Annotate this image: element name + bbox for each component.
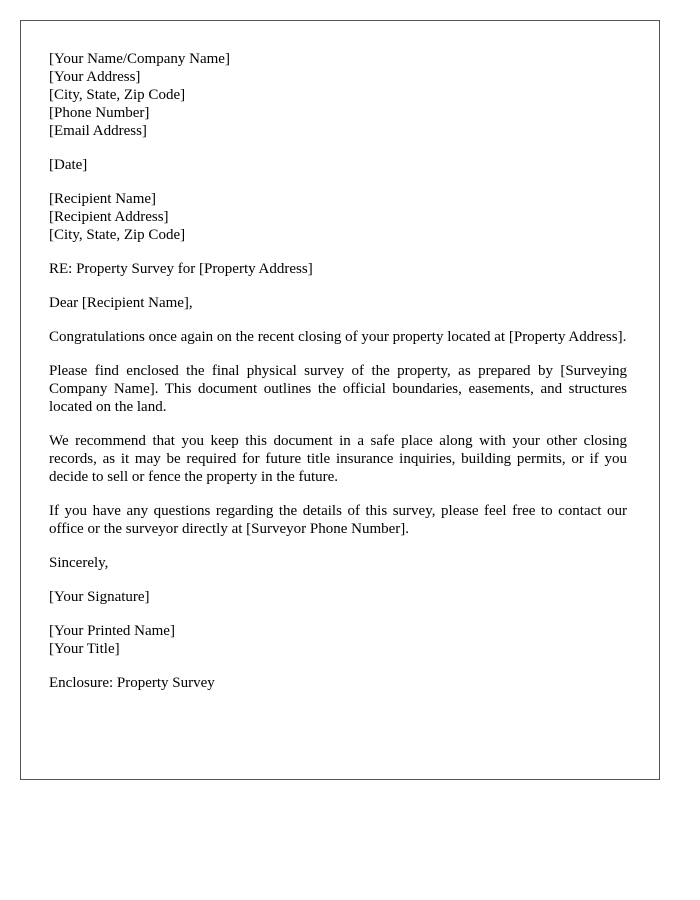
body-paragraph: We recommend that you keep this document in a safe place along with your other closing records, as it may be required for future title insurance inquiries, building permits, or if you decide to sell or fence the property in the future. [49, 433, 627, 485]
recipient-name: [Recipient Name] [49, 191, 157, 207]
letter-date: [Date] [49, 157, 88, 173]
subject-line: RE: Property Survey for [Property Address] [49, 261, 313, 277]
signer-block [49, 622, 627, 658]
recipient-city-state-zip: [City, State, Zip Code] [49, 227, 186, 243]
letter-content [49, 50, 627, 708]
printed-name: [Your Printed Name] [49, 623, 175, 639]
date-block [49, 156, 627, 174]
sender-address: [Your Address] [49, 69, 141, 85]
letter-page [20, 20, 660, 780]
recipient-block [49, 190, 627, 244]
signer-title: [Your Title] [49, 641, 120, 657]
salutation: Dear [Recipient Name], [49, 295, 193, 311]
sender-block [49, 50, 627, 140]
body-paragraph: Please find enclosed the final physical survey of the property, as prepared by [Surveying Company Name]. This document outlines the official boundaries, easements, and structures located on the land. [49, 363, 627, 415]
closing: Sincerely, [49, 555, 109, 571]
sender-email: [Email Address] [49, 123, 147, 139]
enclosure-note: Enclosure: Property Survey [49, 675, 215, 691]
signature: [Your Signature] [49, 589, 150, 605]
sender-name: [Your Name/Company Name] [49, 51, 230, 67]
body-paragraph: If you have any questions regarding the details of this survey, please feel free to contact our office or the surveyor directly at [Surveyor Phone Number]. [49, 503, 627, 537]
recipient-address: [Recipient Address] [49, 209, 169, 225]
sender-phone: [Phone Number] [49, 105, 150, 121]
sender-city-state-zip: [City, State, Zip Code] [49, 87, 186, 103]
body-paragraph: Congratulations once again on the recent closing of your property located at [Property Address]. [49, 329, 627, 345]
